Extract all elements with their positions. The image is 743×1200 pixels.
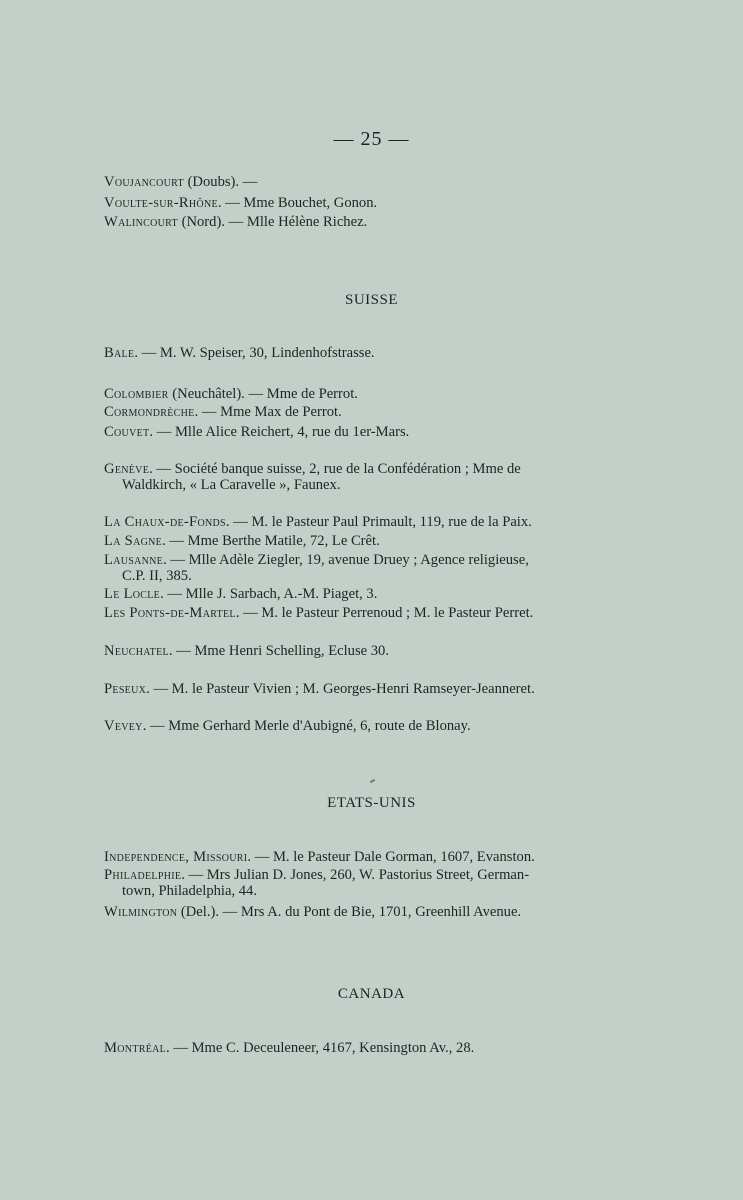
section-heading-canada: CANADA (337, 986, 406, 1002)
entry-place: Walincourt (104, 214, 178, 230)
entry-text: . — Mme C. Deceuleneer, 4167, Kensington Av., 28. (166, 1040, 475, 1056)
entry-text: . — M. W. Speiser, 30, Lindenhofstrasse. (134, 345, 375, 361)
entry-place: Lausanne (104, 552, 164, 568)
entry-place: Cormondrèche (104, 404, 195, 420)
entry-les-ponts-de-martel (104, 605, 636, 621)
entry-continuation: C.P. II, 385. (122, 568, 192, 584)
entry-independence-missouri (104, 849, 636, 865)
entry-text: . — Mme Max de Perrot. (194, 404, 342, 420)
entry-wilmington (104, 904, 636, 920)
section-heading-etats-unis: ETATS-UNIS (327, 795, 416, 811)
entry-la-chaux-de-fonds (104, 514, 636, 530)
entry-text: (Nord). — Mlle Hélène Richez. (177, 214, 368, 230)
entry-text: . — Mlle Adèle Ziegler, 19, avenue Druey ; Agence religieuse, (163, 552, 529, 568)
entry-text: . — Mrs Julian D. Jones, 260, W. Pastorius Street, German- (181, 867, 530, 883)
entry-place: Bale (104, 345, 135, 361)
entry-place: Genève (104, 461, 150, 477)
section-heading-suisse: SUISSE (344, 292, 399, 308)
entry-place: Couvet (104, 424, 150, 440)
entry-place: Voujancourt (104, 174, 184, 190)
entry-continuation: town, Philadelphia, 44. (122, 883, 257, 899)
entry-text: . — Mme Berthe Matile, 72, Le Crêt. (162, 533, 380, 549)
entry-text: . — Mme Henri Schelling, Ecluse 30. (168, 643, 389, 659)
entry-place: Montréal (104, 1040, 167, 1056)
entry-continuation: Waldkirch, « La Caravelle », Faunex. (122, 477, 341, 493)
entry-text: . — M. le Pasteur Paul Primault, 119, rue de la Paix. (225, 514, 532, 530)
entry-text: . — M. le Pasteur Vivien ; M. Georges-Henri Ramseyer-Jeanneret. (146, 681, 535, 697)
entry-colombier (104, 386, 636, 402)
entry-geneve (104, 461, 636, 493)
entry-place: La Chaux-de-Fonds (104, 514, 226, 530)
entry-montreal (104, 1040, 636, 1056)
entry-voulte-sur-rhone (104, 195, 636, 211)
entry-voujancourt (104, 174, 636, 190)
entry-text: . — Mme Bouchet, Gonon. (217, 195, 378, 211)
entry-philadelphie (104, 867, 636, 899)
entry-place: Independence, Missouri (104, 849, 248, 865)
entry-cormondreche (104, 404, 636, 420)
entry-text: (Doubs). — (183, 174, 258, 190)
entry-text: . — Mlle Alice Reichert, 4, rue du 1er-Mars. (149, 424, 410, 440)
entry-peseux (104, 681, 636, 697)
entry-text: . — M. le Pasteur Dale Gorman, 1607, Evanston. (247, 849, 535, 865)
entry-place: Le Locle (104, 586, 161, 602)
entry-place: Peseux (104, 681, 147, 697)
entry-text: . — Mme Gerhard Merle d'Aubigné, 6, route de Blonay. (142, 718, 471, 734)
entry-text: (Del.). — Mrs A. du Pont de Bie, 1701, Greenhill Avenue. (177, 904, 522, 920)
entry-text: . — Mlle J. Sarbach, A.-M. Piaget, 3. (160, 586, 378, 602)
entry-le-locle (104, 586, 636, 602)
stray-mark (370, 779, 375, 783)
entry-text: . — M. le Pasteur Perrenoud ; M. le Pasteur Perret. (235, 605, 534, 621)
entry-walincourt (104, 214, 636, 230)
entry-place: Voulte-sur-Rhône (104, 195, 218, 211)
entry-place: La Sagne (104, 533, 163, 549)
entry-place: Philadelphie (104, 867, 182, 883)
entry-couvet (104, 424, 636, 440)
entry-neuchatel (104, 643, 636, 659)
entry-place: Vevey (104, 718, 143, 734)
page-number: — 25 — (333, 128, 410, 150)
entry-place: Les Ponts-de-Martel (104, 605, 236, 621)
entry-text: (Neuchâtel). — Mme de Perrot. (168, 386, 358, 402)
entry-lausanne (104, 552, 636, 584)
entry-la-sagne (104, 533, 636, 549)
entry-vevey (104, 718, 636, 734)
entry-text: . — Société banque suisse, 2, rue de la Confédération ; Mme de (149, 461, 521, 477)
entry-place: Wilmington (104, 904, 178, 920)
entry-bale (104, 345, 636, 361)
entry-place: Neuchatel (104, 643, 169, 659)
entry-place: Colombier (104, 386, 169, 402)
